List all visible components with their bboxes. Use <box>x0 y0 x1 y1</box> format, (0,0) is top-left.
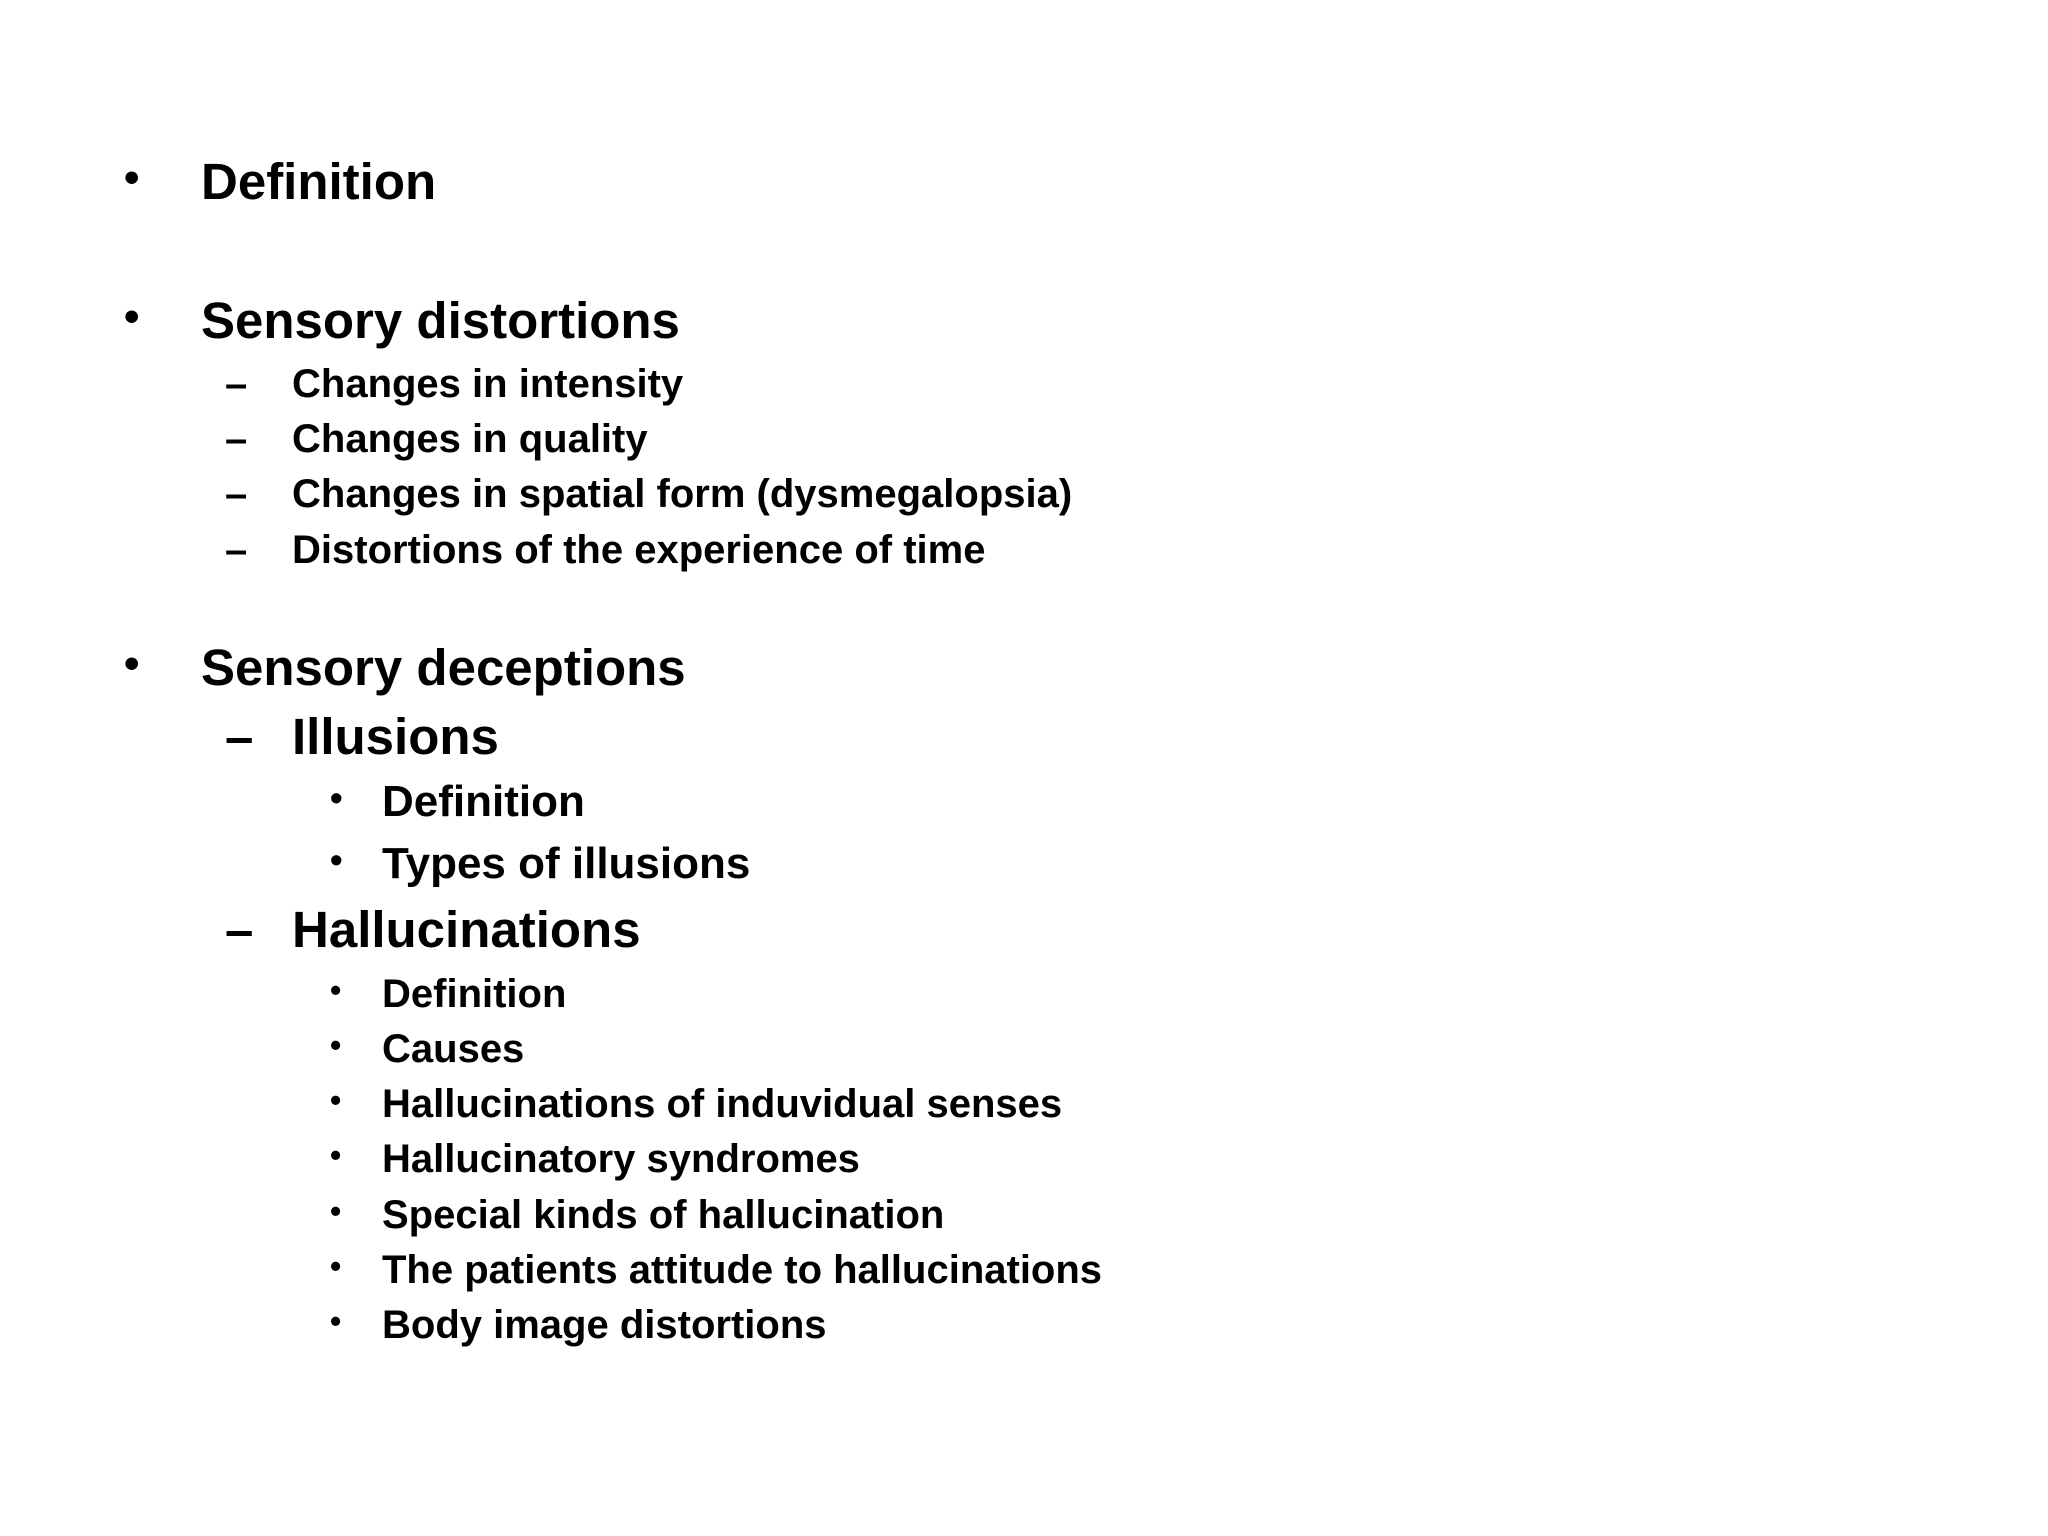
section-heading-sensory-distortions: Sensory distortions <box>201 292 680 349</box>
list-item: Definition <box>382 777 585 826</box>
list-item: Changes in quality <box>292 417 648 461</box>
list-item: Causes <box>382 1027 525 1071</box>
bullet-marker: • <box>330 839 343 880</box>
dash-marker: – <box>225 362 248 406</box>
bullet-marker: • <box>330 1137 342 1173</box>
dash-marker: – <box>225 472 248 516</box>
section-heading-sensory-deceptions: Sensory deceptions <box>201 639 686 696</box>
list-item: Special kinds of hallucination <box>382 1193 945 1237</box>
list-item: Types of illusions <box>382 839 751 888</box>
list-item: Changes in spatial form (dysmegalopsia) <box>292 472 1073 516</box>
bullet-marker: • <box>330 972 342 1008</box>
bullet-marker: • <box>124 153 140 202</box>
bullet-marker: • <box>330 1082 342 1118</box>
list-item: Changes in intensity <box>292 362 684 406</box>
bullet-marker: • <box>330 1027 342 1063</box>
dash-marker: – <box>225 901 254 958</box>
outline-item-definition: Definition <box>201 153 437 210</box>
list-item: Definition <box>382 972 567 1016</box>
bullet-marker: • <box>330 777 343 818</box>
list-item: The patients attitude to hallucinations <box>382 1248 1103 1292</box>
list-item: Hallucinatory syndromes <box>382 1137 860 1181</box>
bullet-marker: • <box>330 1303 342 1339</box>
bullet-marker: • <box>124 639 140 688</box>
dash-marker: – <box>225 528 248 572</box>
list-item: Body image distortions <box>382 1303 827 1347</box>
list-item: Distortions of the experience of time <box>292 528 986 572</box>
bullet-marker: • <box>330 1248 342 1284</box>
subheading-illusions: Illusions <box>292 708 499 765</box>
dash-marker: – <box>225 417 248 461</box>
list-item: Hallucinations of induvidual senses <box>382 1082 1063 1126</box>
dash-marker: – <box>225 708 254 765</box>
bullet-marker: • <box>124 292 140 341</box>
bullet-marker: • <box>330 1193 342 1229</box>
subheading-hallucinations: Hallucinations <box>292 901 641 958</box>
